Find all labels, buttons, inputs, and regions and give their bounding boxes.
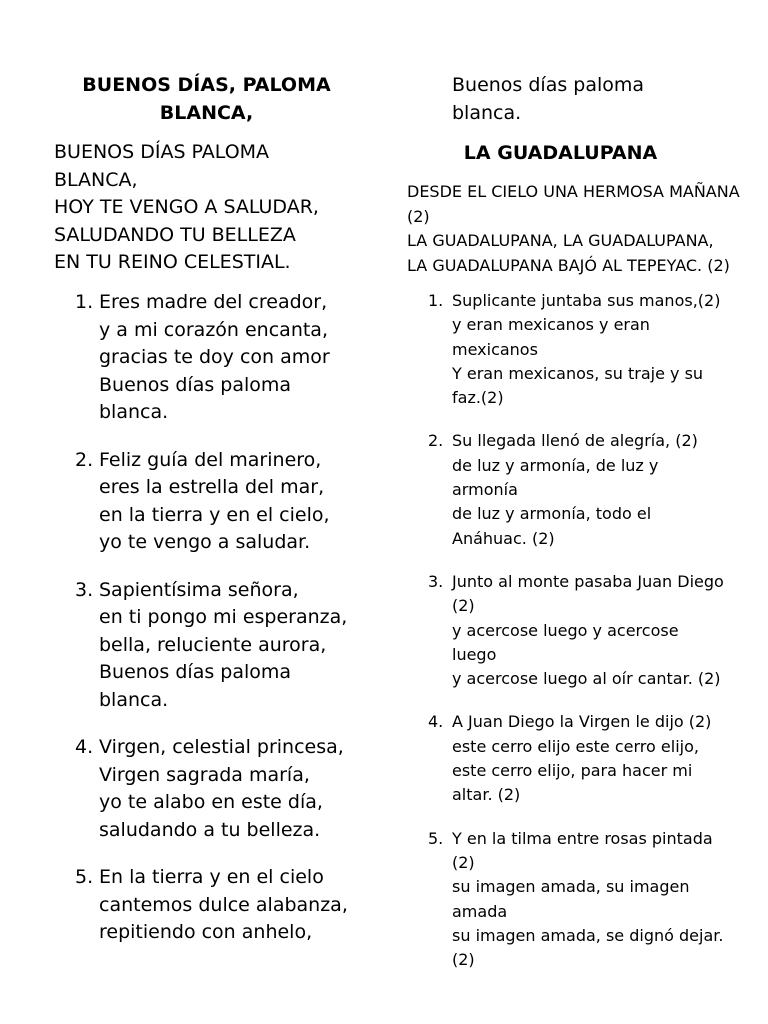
verse-line: A Juan Diego la Virgen le dijo (2)	[452, 712, 712, 732]
verse-number: 2.	[75, 448, 94, 471]
chorus-line: DESDE EL CIELO UNA HERMOSA MAÑANA	[407, 182, 740, 201]
verse-line: Buenos días paloma	[452, 74, 645, 96]
verse-line: blanca.	[99, 401, 169, 423]
verse-line: yo te vengo a saludar.	[99, 531, 311, 553]
verse-item	[54, 734, 348, 844]
chorus-line: LA GUADALUPANA, LA GUADALUPANA,	[407, 231, 714, 250]
verse-line: en ti pongo mi esperanza,	[99, 606, 348, 628]
verse-line: armonía	[452, 480, 518, 500]
verse-item	[54, 577, 348, 715]
chorus-line: BUENOS DÍAS PALOMA	[54, 141, 270, 163]
verse-line: gracias te doy con amor	[99, 346, 330, 368]
chorus-line: LA GUADALUPANA BAJÓ AL TEPEYAC. (2)	[407, 255, 730, 275]
verse-item	[407, 429, 724, 550]
verse-item	[407, 289, 724, 410]
verse-line: su imagen amada, su imagen	[452, 877, 690, 897]
verse-line: Sapientísima señora,	[99, 578, 299, 601]
verse-list-guadalupana	[407, 289, 724, 991]
verse-list-buenos-dias	[54, 289, 348, 967]
verse-line: de luz y armonía, de luz y	[452, 455, 659, 475]
verse-line: Suplicante juntaba sus manos,(2)	[452, 291, 721, 310]
chorus-line: EN TU REINO CELESTIAL.	[54, 251, 291, 273]
verse-line: faz.(2)	[452, 388, 504, 408]
verse-line: este cerro elijo, para hacer mi	[452, 761, 693, 781]
verse-line: Feliz guía del marinero,	[99, 448, 322, 471]
verse-item	[54, 447, 348, 557]
verse-item	[407, 570, 724, 691]
verse-item	[407, 827, 724, 973]
verse-line: cantemos dulce alabanza,	[99, 893, 348, 916]
verse-number: 2.	[428, 431, 444, 451]
verse-number: 4.	[428, 712, 444, 732]
verse-number: 1.	[75, 291, 94, 313]
verse-line: su imagen amada, se dignó dejar.	[452, 925, 724, 945]
verse-line: mexicanos	[452, 339, 538, 359]
verse-number: 1.	[428, 291, 444, 310]
verse-line: de luz y armonía, todo el	[452, 504, 652, 524]
verse-line: yo te alabo en este día,	[99, 791, 323, 813]
verse-number: 5.	[428, 828, 444, 848]
verse-line: Junto al monte pasaba Juan Diego	[452, 571, 724, 591]
song-title-guadalupana: LA GUADALUPANA	[463, 142, 658, 164]
verse-line: Virgen, celestial princesa,	[99, 736, 344, 758]
chorus-line: (2)	[407, 206, 430, 226]
verse-number: 5.	[75, 866, 94, 888]
verse-line: Y en la tilma entre rosas pintada	[452, 828, 713, 848]
verse-line: y a mi corazón encanta,	[99, 318, 328, 341]
verse-line: blanca.	[99, 688, 169, 711]
verse-number: 4.	[75, 736, 94, 758]
verse-number: 3.	[75, 578, 94, 601]
chorus-guadalupana	[407, 180, 740, 278]
verse-line: (2)	[452, 950, 475, 970]
verse-line: repitiendo con anhelo,	[99, 921, 313, 943]
chorus-line: BLANCA,	[54, 168, 138, 191]
verse-line: (2)	[452, 596, 475, 616]
verse-line: en la tierra y en el cielo,	[99, 503, 330, 526]
verse-line: este cerro elijo este cerro elijo,	[452, 736, 699, 756]
verse-line: luego	[452, 644, 497, 664]
verse-line: y acercose luego al oír cantar. (2)	[452, 669, 721, 689]
verse-line: Buenos días paloma	[99, 661, 292, 683]
title-line: BLANCA,	[159, 102, 254, 124]
verse-line: Virgen sagrada maría,	[99, 763, 310, 786]
verse-line: saludando a tu belleza.	[99, 818, 321, 841]
verse-item	[54, 289, 348, 427]
verse-line: En la tierra y en el cielo	[99, 866, 324, 888]
verse-line: Anáhuac. (2)	[452, 528, 555, 548]
song-title-buenos-dias	[54, 71, 359, 127]
verse-number: 3.	[428, 571, 444, 591]
verse-line: y acercose luego y acercose	[452, 620, 679, 640]
verse-line: Y eran mexicanos, su traje y su	[452, 363, 704, 383]
verse-line: eres la estrella del mar,	[99, 476, 325, 498]
verse-item	[407, 710, 724, 807]
verse-line: bella, reluciente aurora,	[99, 633, 327, 656]
chorus-line: HOY TE VENGO A SALUDAR,	[54, 196, 319, 218]
continued-verse-text	[452, 71, 644, 127]
chorus-line: SALUDANDO TU BELLEZA	[54, 223, 296, 246]
verse-line: (2)	[452, 852, 475, 872]
verse-line: altar. (2)	[452, 785, 521, 805]
chorus-buenos-dias	[54, 139, 319, 277]
verse-line: Buenos días paloma	[99, 373, 292, 396]
verse-item	[54, 864, 348, 947]
verse-line: blanca.	[452, 102, 522, 124]
verse-line: amada	[452, 901, 508, 921]
title-line: BUENOS DÍAS, PALOMA	[82, 74, 331, 96]
verse-line: y eran mexicanos y eran	[452, 315, 650, 335]
verse-line: Eres madre del creador,	[99, 291, 328, 313]
verse-line: Su llegada llenó de alegría, (2)	[452, 431, 698, 451]
